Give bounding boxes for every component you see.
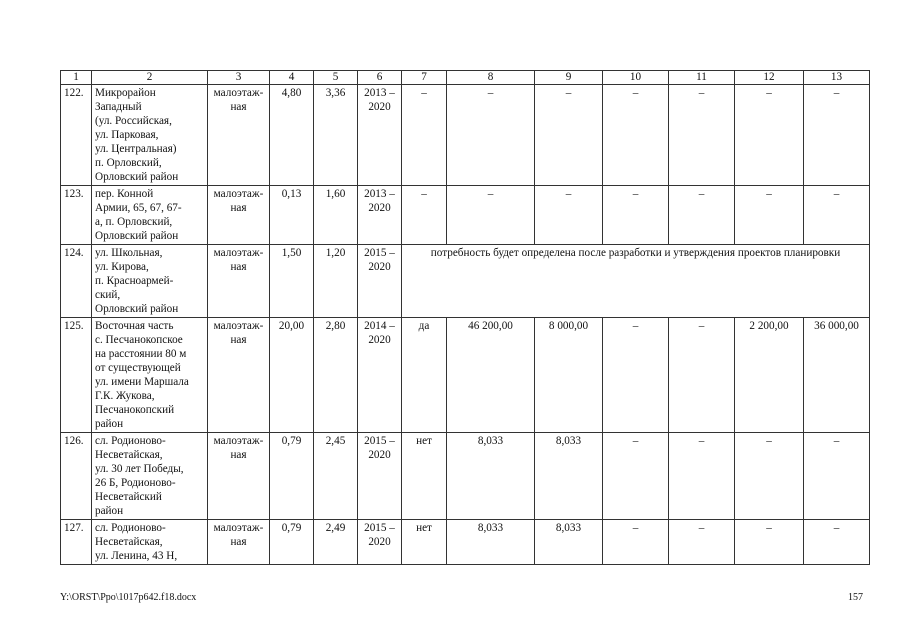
table-cell: 122. bbox=[61, 85, 92, 186]
table-cell: 123. bbox=[61, 186, 92, 245]
cell-line: ная bbox=[230, 101, 247, 113]
table-cell: 2,49 bbox=[314, 520, 358, 565]
cell-line: ная bbox=[230, 536, 247, 548]
cell-line: ная bbox=[230, 449, 247, 461]
cell-line: малоэтаж- bbox=[213, 188, 264, 200]
table-cell: 126. bbox=[61, 433, 92, 520]
multiline-cell bbox=[358, 433, 402, 520]
multiline-cell bbox=[358, 520, 402, 565]
cell-line: пер. Конной bbox=[95, 188, 154, 200]
multiline-cell bbox=[208, 433, 270, 520]
table-cell: 20,00 bbox=[270, 318, 314, 433]
table-body bbox=[61, 71, 870, 565]
header-cell: 6 bbox=[358, 71, 402, 85]
table-cell: 4,80 bbox=[270, 85, 314, 186]
cell-line: ул. 30 лет Победы, bbox=[95, 463, 184, 475]
cell-line: 2015 – bbox=[364, 435, 395, 447]
table-cell: 36 000,00 bbox=[804, 318, 870, 433]
table-row bbox=[61, 186, 870, 245]
table-cell: – bbox=[603, 85, 669, 186]
table-cell: – bbox=[603, 186, 669, 245]
table-cell: – bbox=[735, 433, 804, 520]
multiline-cell bbox=[92, 85, 208, 186]
cell-line: 2015 – bbox=[364, 522, 395, 534]
multiline-cell bbox=[208, 186, 270, 245]
cell-line: ский, bbox=[95, 289, 121, 301]
cell-line: малоэтаж- bbox=[213, 247, 264, 259]
cell-line: (ул. Российская, bbox=[95, 115, 172, 127]
cell-line: Несветайский bbox=[95, 491, 162, 503]
cell-line: на расстоянии 80 м bbox=[95, 348, 187, 360]
cell-line: Г.К. Жукова, bbox=[95, 390, 155, 402]
header-cell: 10 bbox=[603, 71, 669, 85]
cell-line: с. Песчанокопское bbox=[95, 334, 183, 346]
table-cell: – bbox=[603, 433, 669, 520]
table-cell: – bbox=[447, 186, 535, 245]
table-cell: – bbox=[735, 520, 804, 565]
cell-line: 2020 bbox=[368, 536, 391, 548]
multiline-cell bbox=[92, 186, 208, 245]
table-cell: 3,36 bbox=[314, 85, 358, 186]
table-cell: 8 000,00 bbox=[535, 318, 603, 433]
table-cell: 2,45 bbox=[314, 433, 358, 520]
header-cell: 7 bbox=[402, 71, 447, 85]
cell-line: ул. Центральная) bbox=[95, 143, 177, 155]
table-cell: – bbox=[735, 186, 804, 245]
data-table bbox=[60, 70, 870, 565]
header-cell: 5 bbox=[314, 71, 358, 85]
cell-line: малоэтаж- bbox=[213, 87, 264, 99]
multiline-cell bbox=[208, 318, 270, 433]
cell-line: Орловский район bbox=[95, 230, 179, 242]
table-cell: 1,60 bbox=[314, 186, 358, 245]
cell-line: Армии, 65, 67, 67- bbox=[95, 202, 182, 214]
table-cell: 0,79 bbox=[270, 433, 314, 520]
table-cell: – bbox=[603, 318, 669, 433]
table-cell: – bbox=[804, 520, 870, 565]
page-number: 157 bbox=[848, 592, 863, 603]
table-cell: 46 200,00 bbox=[447, 318, 535, 433]
table-cell: 8,033 bbox=[535, 433, 603, 520]
multiline-cell bbox=[208, 245, 270, 318]
table-row bbox=[61, 318, 870, 433]
cell-line: 2020 bbox=[368, 202, 391, 214]
cell-line: ная bbox=[230, 334, 247, 346]
table-cell: 125. bbox=[61, 318, 92, 433]
table-row bbox=[61, 520, 870, 565]
multiline-cell bbox=[208, 85, 270, 186]
table-row bbox=[61, 245, 870, 318]
cell-line: ул. Парковая, bbox=[95, 129, 159, 141]
multiline-cell bbox=[92, 520, 208, 565]
cell-line: малоэтаж- bbox=[213, 522, 264, 534]
table-cell: – bbox=[804, 186, 870, 245]
table-cell: нет bbox=[402, 433, 447, 520]
cell-line: 2020 bbox=[368, 101, 391, 113]
cell-line: а, п. Орловский, bbox=[95, 216, 173, 228]
cell-line: район bbox=[95, 418, 124, 430]
cell-line: Несветайская, bbox=[95, 536, 163, 548]
cell-line: 2020 bbox=[368, 334, 391, 346]
multiline-cell bbox=[358, 186, 402, 245]
table-cell: – bbox=[735, 85, 804, 186]
cell-line: Орловский район bbox=[95, 303, 179, 315]
file-path: Y:\ORST\Ppo\1017p642.f18.docx bbox=[60, 592, 197, 603]
table-cell: 124. bbox=[61, 245, 92, 318]
header-cell: 12 bbox=[735, 71, 804, 85]
cell-line: ул. Ленина, 43 Н, bbox=[95, 550, 178, 562]
table-cell: – bbox=[669, 433, 735, 520]
cell-line: 2013 – bbox=[364, 188, 395, 200]
header-cell: 4 bbox=[270, 71, 314, 85]
table-cell: 8,033 bbox=[447, 520, 535, 565]
cell-line: ул. Школьная, bbox=[95, 247, 163, 259]
cell-line: ная bbox=[230, 261, 247, 273]
table-cell: – bbox=[669, 85, 735, 186]
table-cell: 2 200,00 bbox=[735, 318, 804, 433]
cell-line: 2020 bbox=[368, 449, 391, 461]
table-cell: нет bbox=[402, 520, 447, 565]
cell-line: сл. Родионово- bbox=[95, 522, 166, 534]
table-cell: – bbox=[402, 186, 447, 245]
table-cell: 1,50 bbox=[270, 245, 314, 318]
header-cell: 2 bbox=[92, 71, 208, 85]
cell-line: 2013 – bbox=[364, 87, 395, 99]
header-cell: 1 bbox=[61, 71, 92, 85]
cell-line: Западный bbox=[95, 101, 142, 113]
cell-line: Восточная часть bbox=[95, 320, 174, 332]
cell-line: Орловский район bbox=[95, 171, 179, 183]
multiline-cell bbox=[208, 520, 270, 565]
header-cell: 13 bbox=[804, 71, 870, 85]
cell-line: малоэтаж- bbox=[213, 435, 264, 447]
table-cell: 127. bbox=[61, 520, 92, 565]
table-cell: – bbox=[804, 433, 870, 520]
multiline-cell bbox=[92, 318, 208, 433]
table-cell: – bbox=[669, 318, 735, 433]
cell-line: Несветайская, bbox=[95, 449, 163, 461]
multiline-cell bbox=[92, 433, 208, 520]
table-cell: 8,033 bbox=[535, 520, 603, 565]
table-cell: – bbox=[669, 520, 735, 565]
header-cell: 9 bbox=[535, 71, 603, 85]
multiline-cell bbox=[358, 85, 402, 186]
table-cell: – bbox=[535, 85, 603, 186]
table-cell: 1,20 bbox=[314, 245, 358, 318]
table-cell: 2,80 bbox=[314, 318, 358, 433]
cell-line: 2020 bbox=[368, 261, 391, 273]
cell-line: ул. Кирова, bbox=[95, 261, 149, 273]
header-cell: 8 bbox=[447, 71, 535, 85]
table-cell: 0,13 bbox=[270, 186, 314, 245]
header-row bbox=[61, 71, 870, 85]
cell-line: 26 Б, Родионово- bbox=[95, 477, 176, 489]
table-cell: – bbox=[804, 85, 870, 186]
cell-line: малоэтаж- bbox=[213, 320, 264, 332]
table-cell: – bbox=[535, 186, 603, 245]
multiline-cell bbox=[92, 245, 208, 318]
cell-line: 2015 – bbox=[364, 247, 395, 259]
note-cell: потребность будет определена после разработки и утверждения проектов планировки bbox=[402, 245, 870, 318]
cell-line: от существующей bbox=[95, 362, 181, 374]
cell-line: 2014 – bbox=[364, 320, 395, 332]
cell-line: п. Красноармей- bbox=[95, 275, 174, 287]
cell-line: ул. имени Маршала bbox=[95, 376, 189, 388]
cell-line: Микрорайон bbox=[95, 87, 156, 99]
table-cell: – bbox=[669, 186, 735, 245]
table-cell: – bbox=[447, 85, 535, 186]
table-cell: – bbox=[402, 85, 447, 186]
cell-line: район bbox=[95, 505, 124, 517]
cell-line: п. Орловский, bbox=[95, 157, 162, 169]
header-cell: 3 bbox=[208, 71, 270, 85]
cell-line: ная bbox=[230, 202, 247, 214]
header-cell: 11 bbox=[669, 71, 735, 85]
table-row bbox=[61, 85, 870, 186]
table-cell: 8,033 bbox=[447, 433, 535, 520]
cell-line: Песчанокопский bbox=[95, 404, 175, 416]
table-cell: – bbox=[603, 520, 669, 565]
table-cell: да bbox=[402, 318, 447, 433]
cell-line: сл. Родионово- bbox=[95, 435, 166, 447]
table-cell: 0,79 bbox=[270, 520, 314, 565]
multiline-cell bbox=[358, 318, 402, 433]
table-row bbox=[61, 433, 870, 520]
multiline-cell bbox=[358, 245, 402, 318]
